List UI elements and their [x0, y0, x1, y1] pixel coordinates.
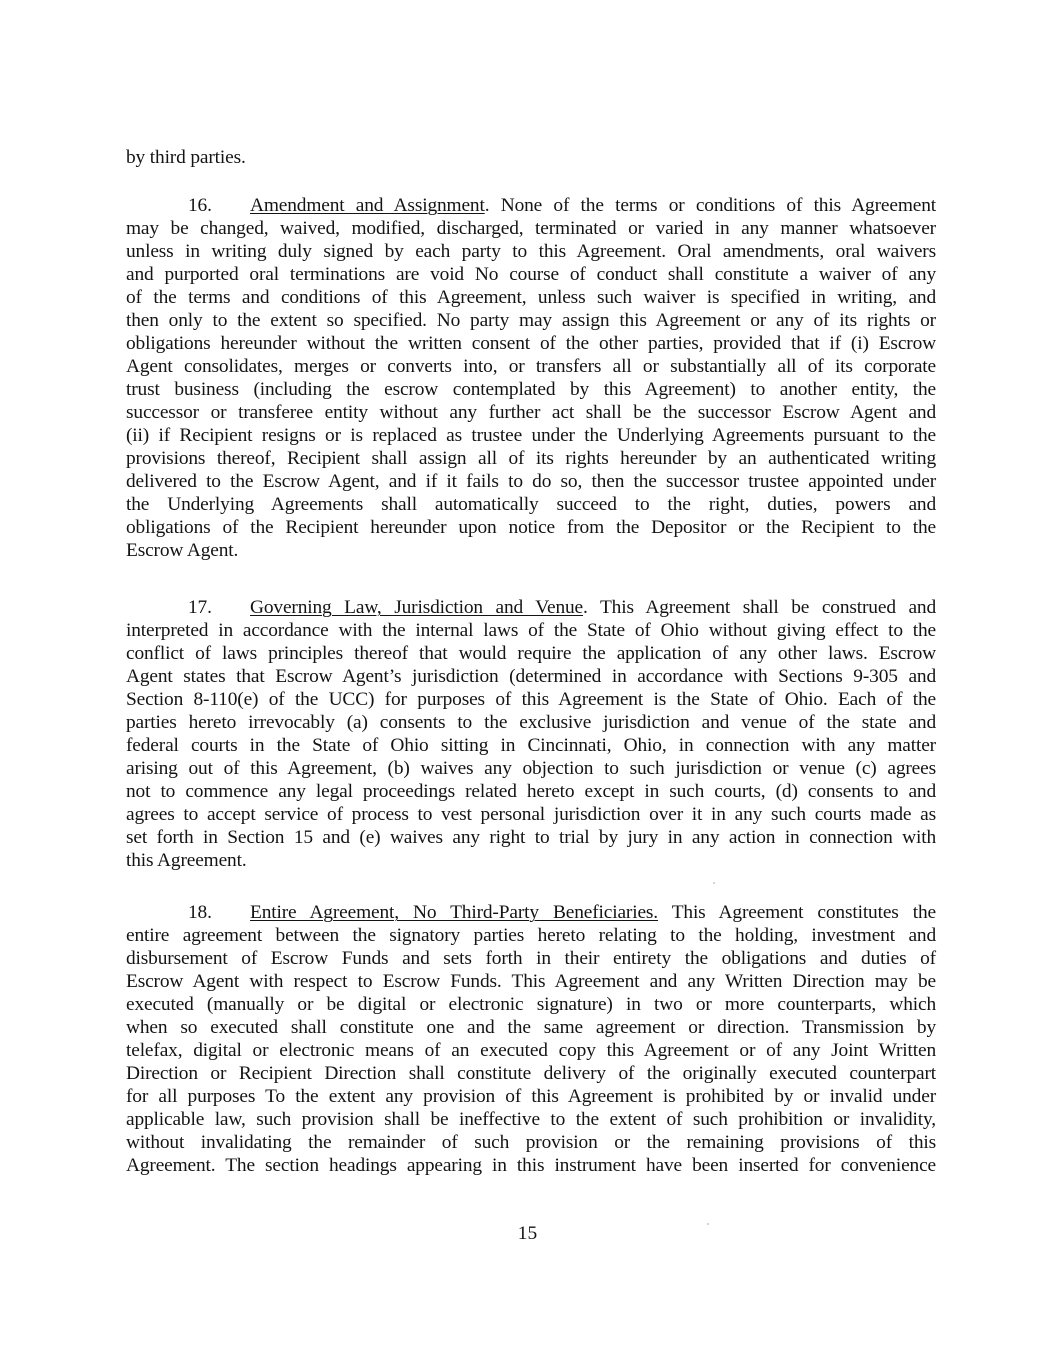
- section-16-line: then only to the extent so specified. No party may assign this Agreement or any of its rights or: [126, 310, 936, 331]
- section-18-line: entire agreement between the signatory parties hereto relating to the holding, investment and: [126, 925, 936, 946]
- section-16-line: may be changed, waived, modified, discharged, terminated or varied in any manner whatsoever: [126, 218, 936, 239]
- section-18-line: Direction or Recipient Direction shall constitute delivery of the originally executed counterpart: [126, 1063, 936, 1084]
- heading-suffix: .: [484, 195, 490, 216]
- section-18-line: without invalidating the remainder of such provision or the remaining provisions of this: [126, 1132, 936, 1153]
- section-text: This Agreement shall be construed and: [587, 597, 937, 618]
- section-17-line: conflict of laws principles thereof that would require the application of any other laws. Escrow: [126, 643, 936, 664]
- section-number: 16.: [188, 195, 212, 216]
- section-17-line: Agent states that Escrow Agent’s jurisdiction (determined in accordance with Sections 9-305 and: [126, 666, 936, 687]
- section-heading: Entire Agreement, No Third-Party Beneficiaries.: [250, 902, 658, 923]
- heading-suffix: .: [583, 597, 588, 618]
- section-number: 18.: [188, 902, 212, 923]
- section-17-line: agrees to accept service of process to vest personal jurisdiction over it in any such courts made as: [126, 804, 936, 825]
- section-18-line: telefax, digital or electronic means of an executed copy this Agreement or of any Joint Written: [126, 1040, 936, 1061]
- section-18-line: for all purposes To the extent any provision of this Agreement is prohibited by or invalid under: [126, 1086, 936, 1107]
- section-16-line: the Underlying Agreements shall automatically succeed to the right, duties, powers and: [126, 494, 936, 515]
- section-16-line: Escrow Agent.: [126, 540, 239, 561]
- section-18-line: executed (manually or be digital or electronic signature) in two or more counterparts, which: [126, 994, 936, 1015]
- section-number: 17.: [188, 597, 212, 618]
- section-18-line: applicable law, such provision shall be ineffective to the extent of such prohibition or invalidity,: [126, 1109, 936, 1130]
- section-17-line: federal courts in the State of Ohio sitting in Cincinnati, Ohio, in connection with any matter: [126, 735, 936, 756]
- section-17-line: set forth in Section 15 and (e) waives any right to trial by jury in any action in connection with: [126, 827, 936, 848]
- section-17-line: parties hereto irrevocably (a) consents to the exclusive jurisdiction and venue of the state and: [126, 712, 936, 733]
- section-17-first-line: [126, 596, 936, 619]
- section-16-line: obligations of the Recipient hereunder upon notice from the Depositor or the Recipient to the: [126, 517, 936, 538]
- section-17-line: Section 8-110(e) of the UCC) for purposes of this Agreement is the State of Ohio. Each of the: [126, 689, 936, 710]
- section-16-line: and purported oral terminations are void No course of conduct shall constitute a waiver of any: [126, 264, 936, 285]
- section-18-line: when so executed shall constitute one and the same agreement or direction. Transmission by: [126, 1017, 936, 1038]
- section-text: None of the terms or conditions of this Agreement: [489, 195, 936, 216]
- page-number: 15: [517, 1223, 538, 1244]
- section-text: This Agreement constitutes the: [658, 902, 936, 923]
- section-16-line: delivered to the Escrow Agent, and if it fails to do so, then the successor trustee appointed under: [126, 471, 936, 492]
- section-16-line: successor or transferee entity without any further act shall be the successor Escrow Agent and: [126, 402, 936, 423]
- section-17-line: not to commence any legal proceedings related hereto except in such courts, (d) consents to and: [126, 781, 936, 802]
- section-17-line: interpreted in accordance with the internal laws of the State of Ohio without giving effect to the: [126, 620, 936, 641]
- section-16-line: obligations hereunder without the written consent of the other parties, provided that if (i) Escrow: [126, 333, 936, 354]
- carryover-line: by third parties.: [126, 147, 246, 168]
- scan-speck: [707, 1223, 709, 1225]
- section-18-first-line: [126, 901, 936, 924]
- section-17-line: this Agreement.: [126, 850, 247, 871]
- section-16-line: (ii) if Recipient resigns or is replaced as trustee under the Underlying Agreements pursuant to the: [126, 425, 936, 446]
- section-18-line: disbursement of Escrow Funds and sets forth in their entirety the obligations and duties of: [126, 948, 936, 969]
- section-16-line: Agent consolidates, merges or converts into, or transfers all or substantially all of its corporate: [126, 356, 936, 377]
- section-16-first-line: [126, 194, 936, 217]
- section-16-line: trust business (including the escrow contemplated by this Agreement) to another entity, the: [126, 379, 936, 400]
- scan-speck: [713, 882, 715, 884]
- section-16-line: unless in writing duly signed by each party to this Agreement. Oral amendments, oral waivers: [126, 241, 936, 262]
- section-17-line: arising out of this Agreement, (b) waives any objection to such jurisdiction or venue (c) agrees: [126, 758, 936, 779]
- section-heading: Governing Law, Jurisdiction and Venue: [250, 597, 584, 618]
- section-18-line: Agreement. The section headings appearing in this instrument have been inserted for convenience: [126, 1155, 936, 1176]
- section-16-line: provisions thereof, Recipient shall assign all of its rights hereunder by an authenticated writing: [126, 448, 936, 469]
- section-heading: Amendment and Assignment: [250, 195, 485, 216]
- section-18-line: Escrow Agent with respect to Escrow Funds. This Agreement and any Written Direction may be: [126, 971, 936, 992]
- section-16-line: of the terms and conditions of this Agreement, unless such waiver is specified in writing, and: [126, 287, 936, 308]
